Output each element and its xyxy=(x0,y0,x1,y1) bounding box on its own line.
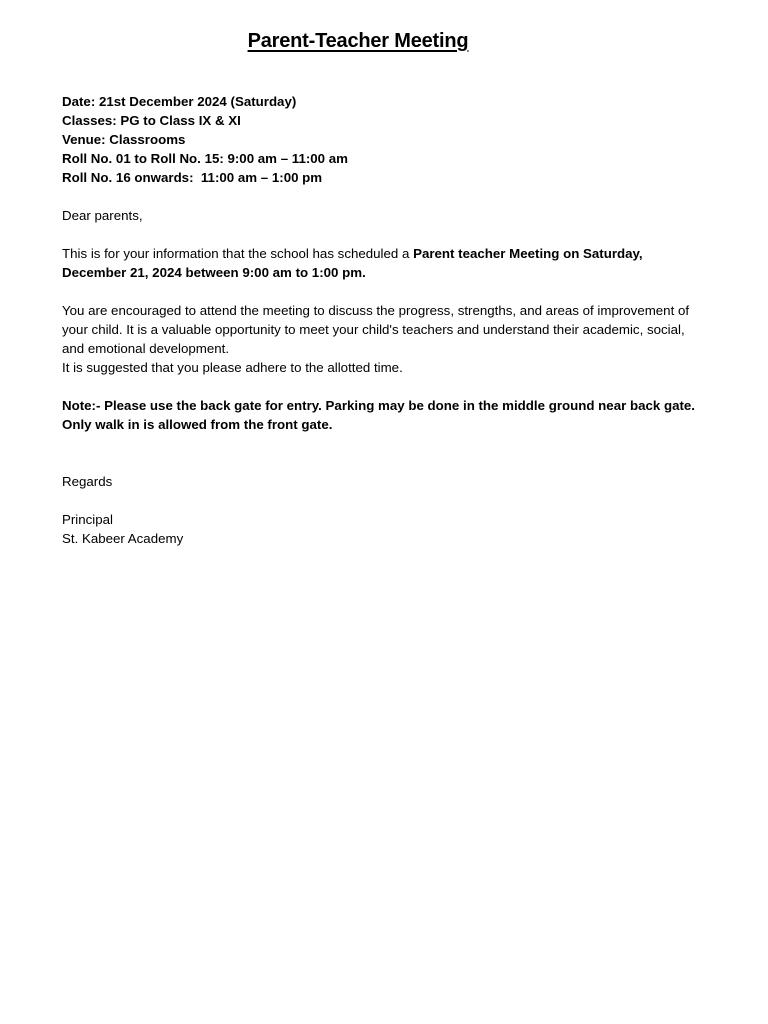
note-line-1: Note:- Please use the back gate for entry. Parking may be done in the middle ground near back gate. xyxy=(62,398,695,413)
schedule-highlight-1: Parent teacher Meeting on Saturday, xyxy=(413,246,643,261)
spacer xyxy=(62,225,722,244)
note-paragraph xyxy=(62,396,722,434)
paragraph-schedule xyxy=(62,244,722,282)
note-line-2: Only walk in is allowed from the front gate. xyxy=(62,417,333,432)
detail-venue: Venue: Classrooms xyxy=(62,132,186,147)
document-title: Parent-Teacher Meeting xyxy=(247,30,469,52)
spacer xyxy=(62,434,722,472)
encouragement-line-4: It is suggested that you please adhere to the allotted time. xyxy=(62,360,403,375)
detail-slot-1: Roll No. 01 to Roll No. 15: 9:00 am – 11:00 am xyxy=(62,151,348,166)
document-body xyxy=(62,92,722,548)
encouragement-line-3: and emotional development. xyxy=(62,341,230,356)
spacer xyxy=(62,187,722,206)
detail-date: Date: 21st December 2024 (Saturday) xyxy=(62,94,297,109)
detail-slot-2: Roll No. 16 onwards: 11:00 am – 1:00 pm xyxy=(62,170,323,185)
signature-block xyxy=(62,510,722,548)
schedule-text: This is for your information that the school has scheduled a xyxy=(62,246,414,261)
spacer xyxy=(62,282,722,301)
meeting-details xyxy=(62,92,722,187)
spacer xyxy=(62,491,722,510)
signature-institution: St. Kabeer Academy xyxy=(62,531,184,546)
signature-role: Principal xyxy=(62,512,113,527)
salutation: Dear parents, xyxy=(62,208,143,223)
schedule-highlight-2: December 21, 2024 between 9:00 am to 1:00 pm. xyxy=(62,265,366,280)
encouragement-line-1: You are encouraged to attend the meeting to discuss the progress, strengths, and areas of improvement of xyxy=(62,303,690,318)
detail-classes: Classes: PG to Class IX & XI xyxy=(62,113,241,128)
paragraph-encouragement xyxy=(62,301,722,377)
closing: Regards xyxy=(62,474,113,489)
spacer xyxy=(62,377,722,396)
encouragement-line-2: your child. It is a valuable opportunity to meet your child's teachers and understand their academic, social, xyxy=(62,322,685,337)
